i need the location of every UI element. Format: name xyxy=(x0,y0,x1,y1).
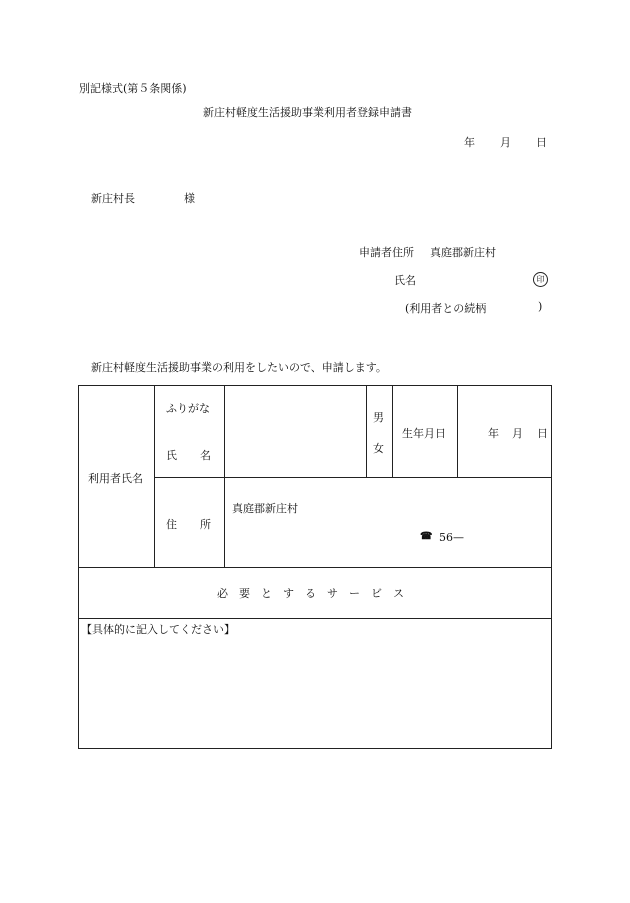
address-value[interactable]: 真庭郡新庄村 xyxy=(232,502,298,515)
table-divider-col3 xyxy=(366,385,367,478)
table-divider-col1 xyxy=(154,385,155,568)
table-divider-name-address xyxy=(154,477,552,478)
table-divider-col4 xyxy=(392,385,393,478)
furigana-label: ふりがな xyxy=(166,402,210,415)
user-name-label: 利用者氏名 xyxy=(88,472,143,485)
addressee-name: 新庄村長 xyxy=(91,192,135,205)
relation-open: (利用者との続柄 xyxy=(405,302,487,315)
birthdate-label: 生年月日 xyxy=(402,427,446,440)
telephone-icon: ☎ xyxy=(420,531,433,542)
year-label: 年 xyxy=(464,136,475,149)
name-label: 氏 名 xyxy=(166,449,217,462)
female-label[interactable]: 女 xyxy=(373,442,384,455)
male-label[interactable]: 男 xyxy=(373,411,384,424)
birth-year-label: 年 xyxy=(488,427,499,440)
furigana-name-input[interactable] xyxy=(225,386,365,476)
relation-close: ) xyxy=(538,300,543,313)
table-border-right xyxy=(551,385,552,749)
service-note: 【具体的に記入してください】 xyxy=(81,623,235,636)
birth-day-label: 日 xyxy=(537,427,548,440)
service-header: 必 要 と す る サ ー ビ ス xyxy=(217,587,404,600)
table-divider-services xyxy=(78,567,552,568)
seal-icon: 印 xyxy=(533,272,548,287)
address-label: 住 所 xyxy=(166,518,217,531)
form-number: 別記様式(第５条関係) xyxy=(79,82,187,95)
phone-value[interactable]: 56— xyxy=(439,531,464,544)
applicant-address-value: 真庭郡新庄村 xyxy=(430,246,496,259)
service-detail-input[interactable] xyxy=(79,636,551,747)
birth-month-label: 月 xyxy=(512,427,523,440)
table-divider-col5 xyxy=(457,385,458,478)
applicant-address-label: 申請者住所 xyxy=(359,246,414,259)
table-border-bottom xyxy=(78,748,552,749)
month-label: 月 xyxy=(500,136,511,149)
day-label: 日 xyxy=(536,136,547,149)
application-statement: 新庄村軽度生活援助事業の利用をしたいので、申請します。 xyxy=(91,361,387,374)
addressee-honorific: 様 xyxy=(184,192,195,205)
form-title: 新庄村軽度生活援助事業利用者登録申請書 xyxy=(203,106,412,119)
applicant-name-label: 氏名 xyxy=(394,274,416,287)
table-divider-service-header xyxy=(78,618,552,619)
